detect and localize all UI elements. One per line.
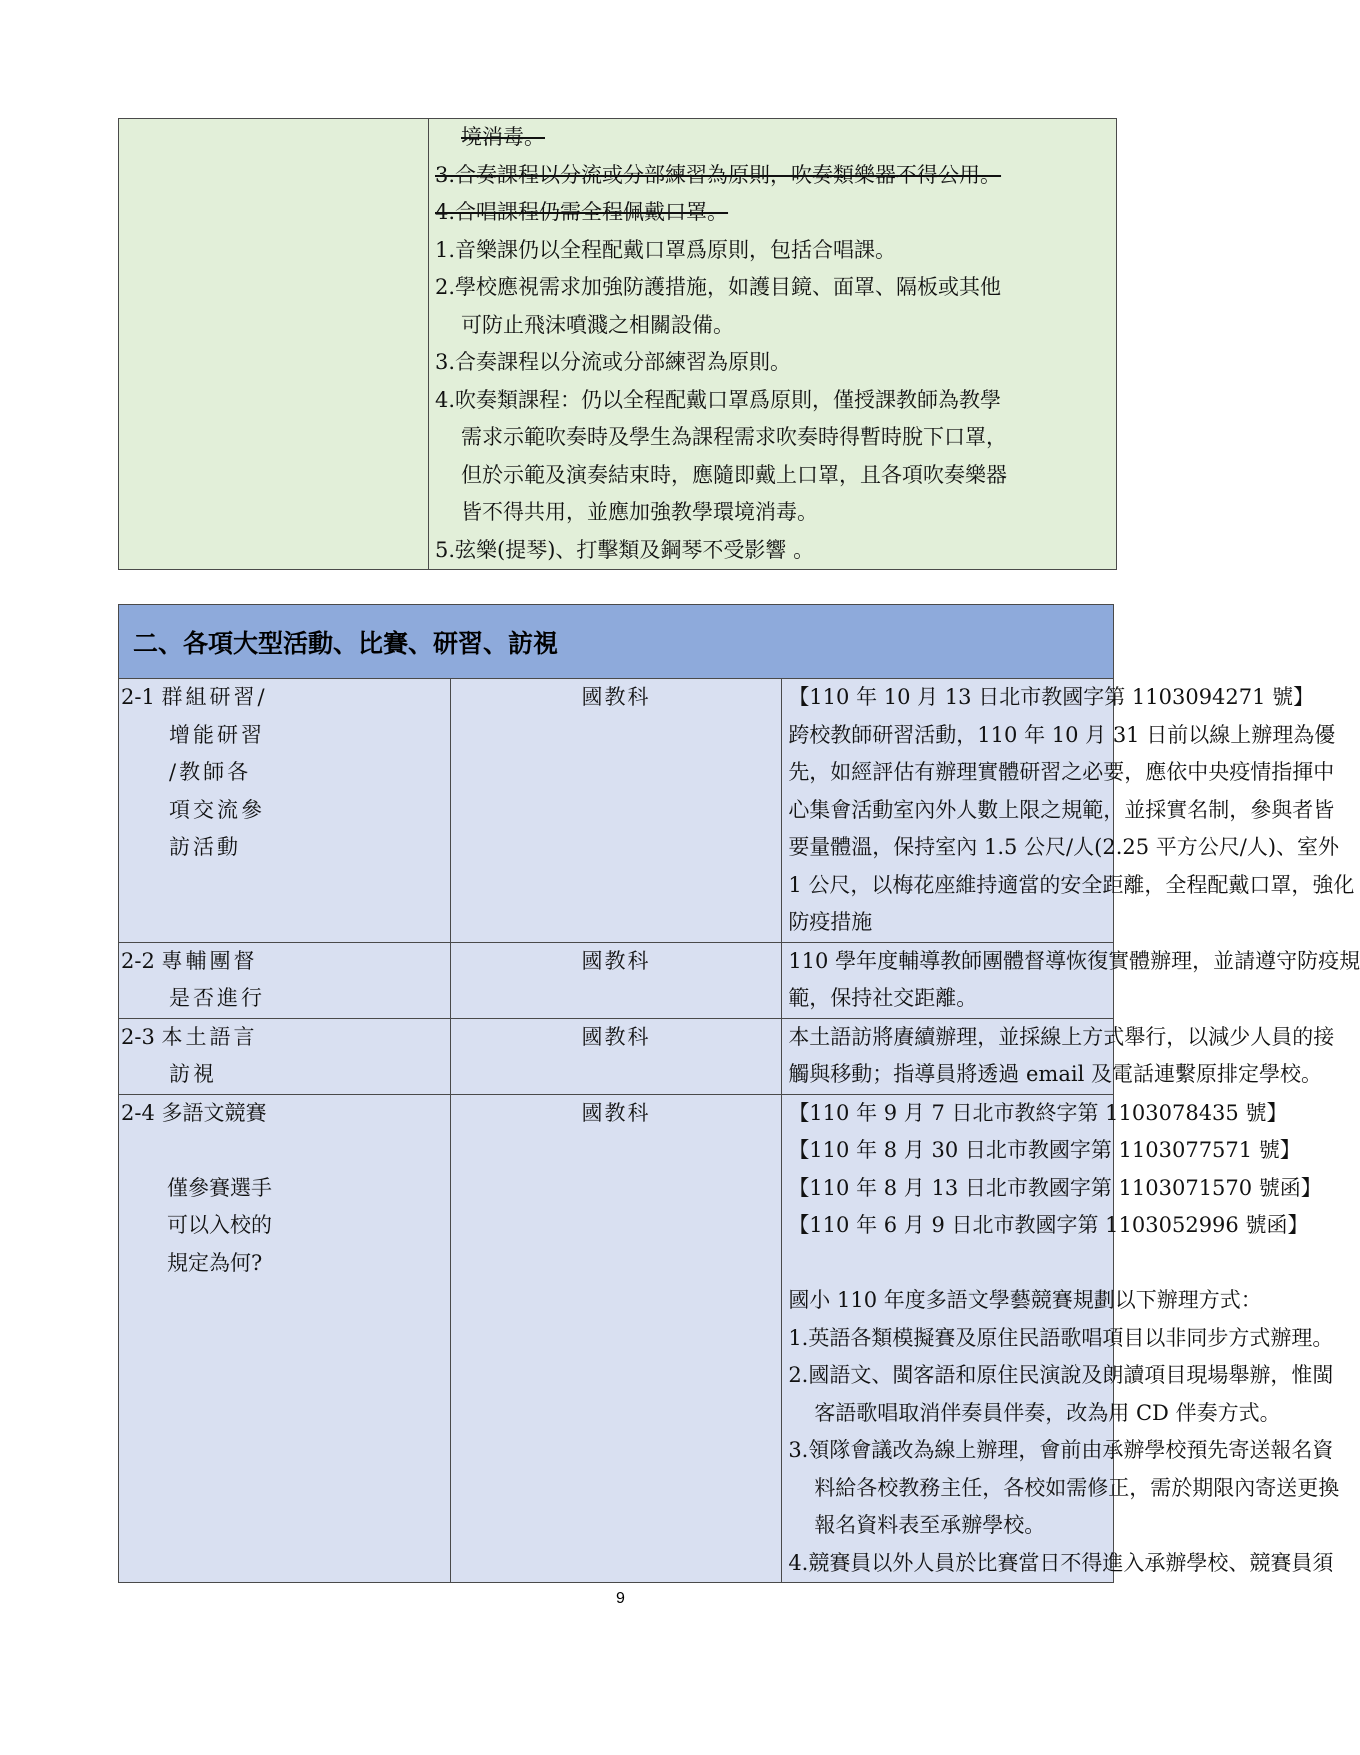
content-line: 要量體溫，保持室內 1.5 公尺/人(2.25 平方公尺/人)、室外 bbox=[788, 835, 1340, 859]
list-item: 2.國語文、閩客語和原住民演說及朗讀項目現場舉辦，惟閩 bbox=[788, 1363, 1334, 1387]
dept-label: 國教科 bbox=[581, 685, 651, 709]
list-item: 3.領隊會議改為線上辦理，會前由承辦學校預先寄送報名資 bbox=[788, 1438, 1334, 1462]
spacer bbox=[119, 1132, 450, 1170]
item-sub-line: 僅參賽選手 bbox=[167, 1175, 272, 1200]
page-number: 9 bbox=[616, 1590, 625, 1607]
content-line: 1 公尺，以梅花座維持適當的安全距離，全程配戴口罩，強化 bbox=[788, 872, 1355, 897]
table-row bbox=[119, 679, 1114, 943]
dept-cell bbox=[450, 1018, 782, 1094]
dept-label: 國教科 bbox=[581, 1024, 651, 1049]
struck-line: 4.合唱課程仍需全程佩戴口罩。 bbox=[435, 200, 729, 224]
section2-table bbox=[118, 604, 1360, 1583]
content-cell bbox=[782, 942, 1360, 1018]
item-id: 2-3 bbox=[121, 1024, 155, 1049]
list-item-continued: 料給各校教務主任，各校如需修正，需於期限內寄送更換 bbox=[814, 1475, 1340, 1500]
item-line: 訪活動 bbox=[169, 835, 241, 859]
item-line: 增能研習 bbox=[169, 722, 265, 747]
item-id: 2-4 bbox=[121, 1100, 155, 1125]
content-cell bbox=[782, 679, 1355, 943]
content-cell bbox=[782, 1018, 1335, 1094]
content-line: 【110 年 10 月 13 日北市教國字第 1103094271 號】 bbox=[788, 685, 1315, 709]
content-line: 110 學年度輔導教師團體督導恢復實體辦理，並請遵守防疫規 bbox=[788, 948, 1360, 973]
intro-line: 國小 110 年度多語文學藝競賽規劃以下辦理方式： bbox=[788, 1288, 1262, 1312]
ref-line: 【110 年 6 月 9 日北市教國字第 1103052996 號函】 bbox=[788, 1213, 1309, 1237]
list-item: 5.弦樂(提琴)、打擊類及鋼琴不受影響 。 bbox=[435, 537, 815, 562]
list-item-continued: 皆不得共用，並應加強教學環境消毒。 bbox=[461, 500, 818, 524]
list-item-continued: 需求示範吹奏時及學生為課程需求吹奏時得暫時脫下口罩， bbox=[461, 425, 1007, 449]
table-row bbox=[119, 942, 1114, 1018]
ref-line: 【110 年 8 月 30 日北市教國字第 1103077571 號】 bbox=[788, 1138, 1301, 1162]
struck-line: 3.合奏課程以分流或分部練習為原則，吹奏類樂器不得公用。 bbox=[435, 162, 1002, 187]
item-line: 項交流參 bbox=[169, 797, 265, 822]
content-line: 心集會活動室內外人數上限之規範，並採實名制，參與者皆 bbox=[788, 797, 1335, 822]
content-line: 本土語訪將賡續辦理，並採線上方式舉行，以減少人員的接 bbox=[788, 1024, 1335, 1049]
continuation-table bbox=[118, 118, 1117, 570]
content-line: 跨校教師研習活動，110 年 10 月 31 日前以線上辦理為優 bbox=[788, 722, 1336, 747]
item-first-line: 2-1 群組研習/ bbox=[121, 685, 268, 709]
content-cell bbox=[782, 1094, 1340, 1583]
item-cell bbox=[119, 679, 451, 943]
list-item: 1.音樂課仍以全程配戴口罩爲原則，包括合唱課。 bbox=[435, 237, 897, 262]
item-line: /教師各 bbox=[169, 760, 252, 784]
dept-label: 國教科 bbox=[581, 1100, 651, 1125]
list-item: 4.競賽員以外人員於比賽當日不得進入承辦學校、競賽員須 bbox=[788, 1550, 1334, 1575]
item-line: 訪視 bbox=[169, 1062, 217, 1086]
content-line: 範，保持社交距離。 bbox=[788, 986, 978, 1010]
dept-cell bbox=[450, 1094, 782, 1583]
item-first-line: 2-3 本土語言 bbox=[121, 1024, 258, 1049]
item-id: 2-1 bbox=[121, 685, 155, 709]
item-cell bbox=[119, 1018, 451, 1094]
item-id: 2-2 bbox=[121, 948, 155, 973]
list-item: 2.學校應視需求加強防護措施，如護目鏡、面罩、隔板或其他 bbox=[435, 275, 1002, 299]
list-item-continued: 但於示範及演奏結束時，應隨即戴上口罩，且各項吹奏樂器 bbox=[461, 462, 1007, 487]
list-item: 3.合奏課程以分流或分部練習為原則。 bbox=[435, 350, 792, 374]
spacer bbox=[782, 1245, 1113, 1283]
list-item-continued: 客語歌唱取消伴奏員伴奏，改為用 CD 伴奏方式。 bbox=[814, 1400, 1281, 1425]
item-cell bbox=[119, 1094, 451, 1583]
dept-cell bbox=[450, 942, 782, 1018]
list-item: 4.吹奏類課程：仍以全程配戴口罩爲原則，僅授課教師為教學 bbox=[435, 387, 1002, 412]
item-line: 是否進行 bbox=[169, 986, 265, 1010]
content-line: 防疫措施 bbox=[788, 910, 873, 934]
dept-cell bbox=[450, 679, 782, 943]
item-sub-line: 規定為何? bbox=[167, 1250, 263, 1275]
dept-label: 國教科 bbox=[581, 948, 651, 973]
item-sub-line: 可以入校的 bbox=[167, 1213, 272, 1237]
table-row bbox=[119, 1094, 1114, 1583]
list-item-continued: 可防止飛沫噴濺之相關設備。 bbox=[461, 312, 734, 337]
ref-line: 【110 年 9 月 7 日北市教終字第 1103078435 號】 bbox=[788, 1100, 1288, 1125]
section-title: 二、各項大型活動、比賽、研習、訪視 bbox=[119, 605, 1114, 679]
ref-line: 【110 年 8 月 13 日北市教國字第 1103071570 號函】 bbox=[788, 1175, 1322, 1200]
item-cell bbox=[119, 942, 451, 1018]
music-measures-cell bbox=[429, 119, 1117, 570]
item-first-line: 2-4 多語文競賽 bbox=[121, 1100, 267, 1125]
struck-line: 境消毒。 bbox=[461, 125, 545, 149]
content-line: 先，如經評估有辦理實體研習之必要，應依中央疫情指揮中 bbox=[788, 760, 1335, 784]
empty-left-cell bbox=[119, 119, 429, 570]
list-item: 1.英語各類模擬賽及原住民語歌唱項目以非同步方式辦理。 bbox=[788, 1325, 1334, 1350]
table-row bbox=[119, 1018, 1114, 1094]
content-line: 觸與移動；指導員將透過 email 及電話連繫原排定學校。 bbox=[788, 1062, 1322, 1086]
item-first-line: 2-2 專輔團督 bbox=[121, 948, 258, 973]
list-item-continued: 報名資料表至承辦學校。 bbox=[814, 1513, 1046, 1537]
